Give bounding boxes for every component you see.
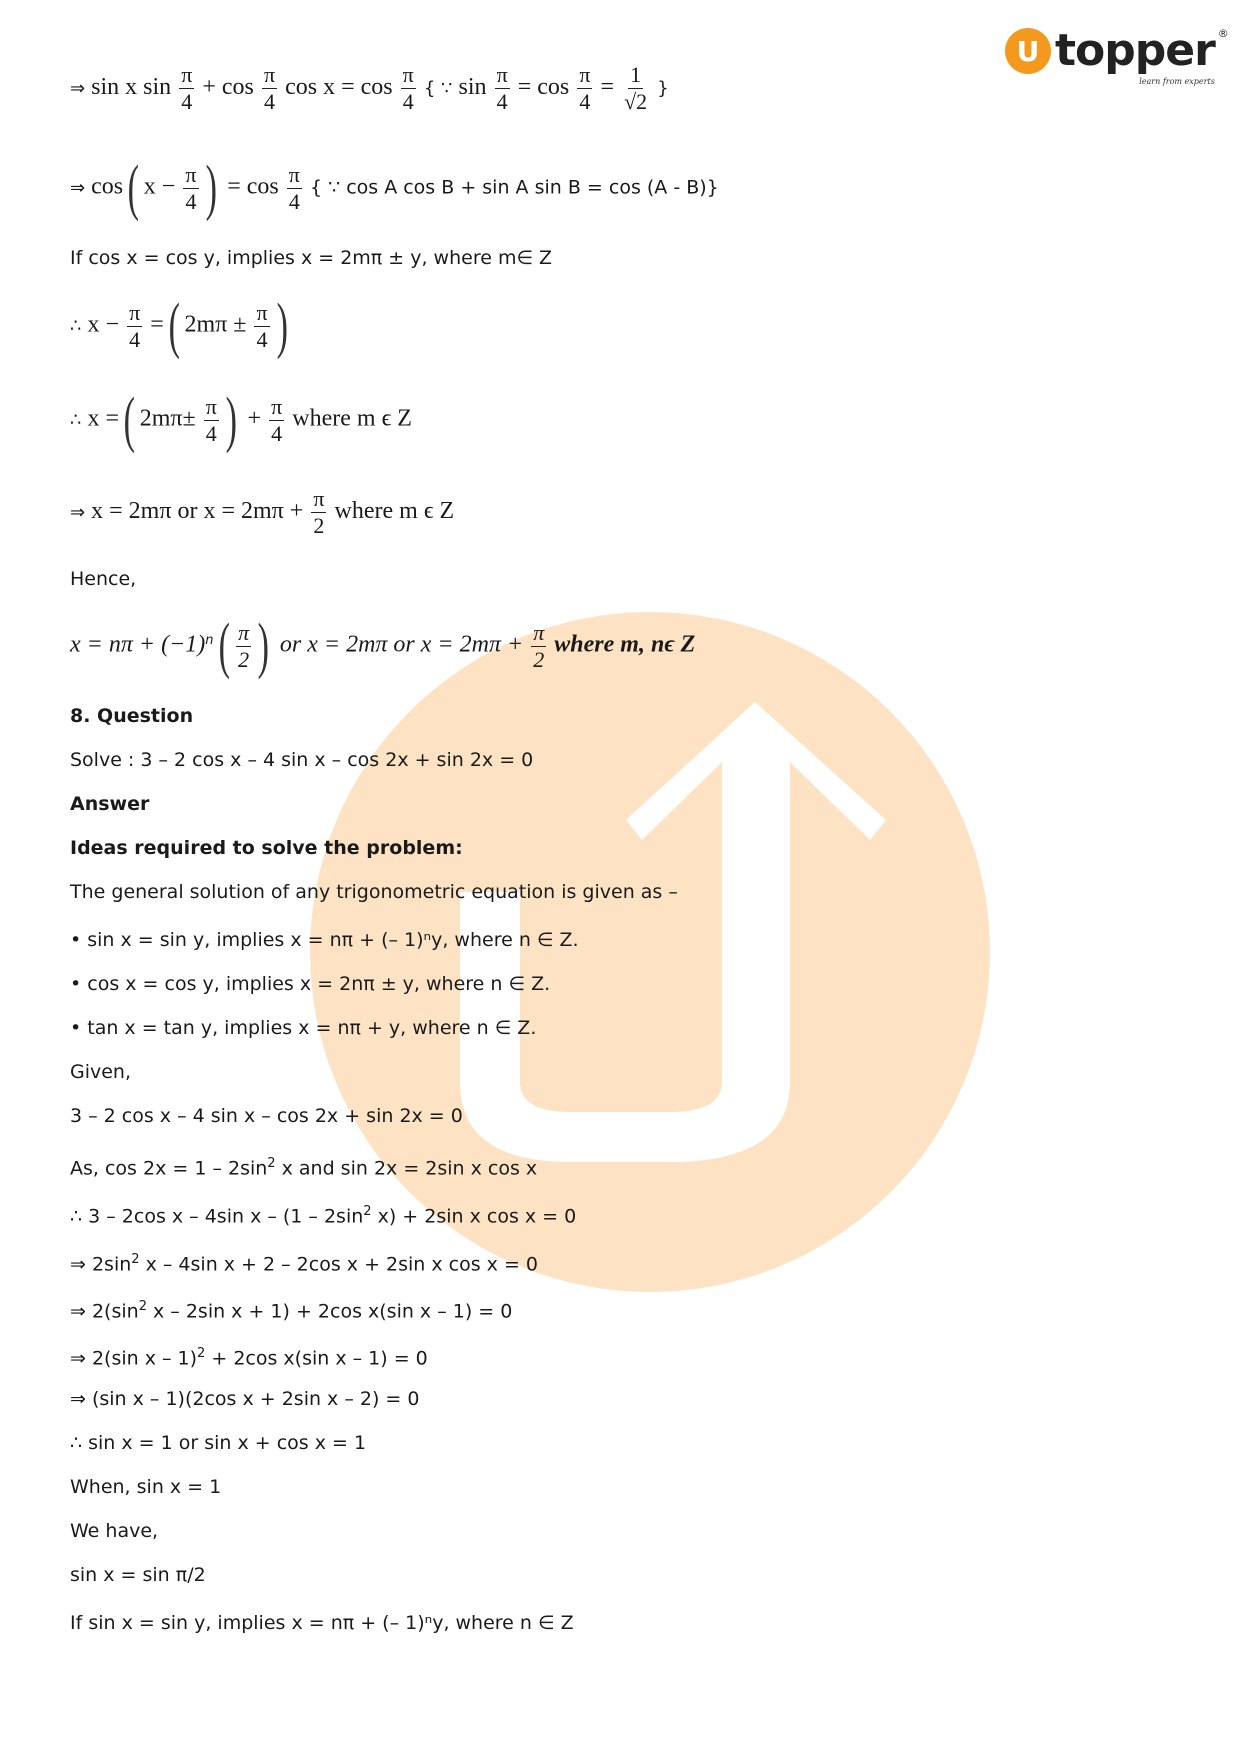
fraction: $\frac{\pi}{4}$: [579, 62, 591, 114]
fraction: $\frac{\pi}{4}$: [402, 62, 414, 114]
therefore-symbol: ∴: [70, 315, 82, 337]
equation-line-2: [70, 154, 719, 222]
fraction: $\frac{\pi}{2}$: [238, 619, 250, 672]
bullet-item: • sin x = sin y, implies x = nπ + (– 1)ⁿy, where n ∈ Z.: [70, 929, 579, 951]
text-line: ⇒ $2\sin^2$ x – 4sin x + 2 – 2cos x + 2sin x cos x = 0: [70, 1252, 538, 1276]
question-text: Solve : 3 – 2 cos x – 4 sin x – cos 2x + sin 2x = 0: [70, 749, 534, 771]
eq-text: cos: [91, 173, 124, 200]
answer-heading: Answer: [70, 793, 150, 815]
eq-text: 2mπ±: [139, 405, 196, 432]
text-line: sin x = sin π/2: [70, 1564, 206, 1586]
paren-open: (: [218, 612, 230, 680]
equation-line-4: [70, 292, 292, 360]
eq-text: where m ϵ Z: [334, 498, 455, 524]
logo-registered: ®: [1217, 27, 1229, 40]
question-heading: 8. Question: [70, 705, 194, 727]
eq-text: =: [600, 74, 615, 100]
fraction: $\frac{\pi}{4}$: [288, 161, 300, 214]
brace-close: }: [657, 78, 669, 99]
fraction: $\frac{\pi}{4}$: [271, 393, 283, 446]
eq-text: x −: [143, 173, 176, 200]
equation-line-5: [70, 386, 412, 454]
logo-badge-icon: U: [1005, 28, 1051, 74]
identity-note: { ∵ cos A cos B + sin A sin B = cos (A - B)}: [309, 176, 719, 199]
text-line: If cos x = cos y, implies x = 2mπ ± y, where m∈ Z: [70, 247, 553, 269]
equation-line-6: [70, 486, 454, 539]
logo-wordmark: topper: [1055, 25, 1215, 76]
eq-text: cos x = cos: [285, 74, 393, 100]
text-line: The general solution of any trigonometric equation is given as –: [70, 881, 678, 903]
text-line: ∴ sin x = 1 or sin x + cos x = 1: [70, 1432, 367, 1454]
eq-text: 2mπ ±: [184, 311, 247, 338]
eq-text: where m ϵ Z: [292, 405, 412, 432]
text-line: When, sin x = 1: [70, 1476, 222, 1498]
fraction: $\frac{\pi}{4}$: [205, 393, 217, 446]
eq-text: x −: [87, 311, 120, 338]
fraction: $\frac{\pi}{4}$: [256, 299, 268, 352]
text-line: ∴ 3 – 2cos x – 4sin x – ($1 - 2\sin^2$ x) + 2sin x cos x = 0: [70, 1204, 577, 1228]
fraction: $\frac{\pi}{4}$: [185, 161, 197, 214]
text-line: ⇒ 2(sin x – 1)$^2$ + 2cos x(sin x – 1) = 0: [70, 1346, 428, 1370]
implies-symbol: ⇒: [70, 78, 86, 99]
text-line: Given,: [70, 1061, 132, 1083]
eq-text: + cos: [202, 74, 254, 100]
eq-text: where m, nϵ Z: [554, 631, 696, 658]
equation-line-1: [70, 62, 669, 115]
implies-symbol: ⇒: [70, 177, 86, 199]
eq-text: sin x sin: [91, 74, 172, 100]
fraction: $\frac{\pi}{4}$: [181, 62, 193, 114]
eq-text: x =: [87, 405, 120, 432]
paren-open: (: [127, 154, 140, 222]
equation-line-7: [70, 612, 696, 680]
fraction: $\frac{\pi}{4}$: [263, 62, 276, 114]
implies-symbol: ⇒: [70, 502, 86, 523]
paren-close: ): [257, 612, 270, 680]
text-line: ⇒ (sin x – 1)(2cos x + 2sin x – 2) = 0: [70, 1388, 420, 1410]
text-line: As, $\cos 2x = 1 - 2\sin^2$ x and sin 2x = 2sin x cos x: [70, 1156, 538, 1180]
text-line: 3 – 2 cos x – 4 sin x – cos 2x + sin 2x = 0: [70, 1105, 463, 1127]
text-line: If sin x = sin y, implies x = nπ + (– 1)ⁿy, where n ∈ Z: [70, 1612, 574, 1634]
eq-text: =: [150, 311, 164, 338]
exponent: n: [205, 633, 214, 649]
paren-open: (: [123, 386, 136, 454]
eq-text: +: [247, 405, 262, 432]
bullet-item: • tan x = tan y, implies x = nπ + y, where n ∈ Z.: [70, 1017, 537, 1039]
topper-logo: [1005, 25, 1229, 86]
watermark-circle: [310, 612, 990, 1292]
fraction: $\frac{\pi}{4}$: [496, 62, 508, 114]
text-line: ⇒ $2(\sin^2$ x – 2sin x + 1) + 2cos x(sin x – 1) = 0: [70, 1299, 513, 1323]
eq-text: or x = 2mπ or x = 2mπ +: [279, 631, 524, 658]
paren-open: (: [168, 292, 180, 360]
text-line: We have,: [70, 1520, 159, 1542]
fraction: $\frac{\pi}{2}$: [533, 619, 545, 672]
ideas-heading: Ideas required to solve the problem:: [70, 837, 463, 859]
fraction: $\frac{\pi}{2}$: [313, 486, 325, 538]
fraction: $\frac{\pi}{4}$: [129, 299, 141, 352]
eq-text: x = nπ + (−1): [70, 631, 206, 658]
eq-text: = cos: [227, 173, 279, 200]
text-line: Hence,: [70, 568, 137, 590]
eq-text: sin: [458, 74, 487, 100]
paren-close: ): [225, 386, 237, 454]
paren-close: ): [205, 154, 217, 222]
because-brace: { ∵: [423, 78, 453, 99]
eq-text: = cos: [517, 74, 570, 100]
paren-close: ): [276, 292, 288, 360]
fraction: $\frac{1}{√2}$: [624, 62, 648, 114]
logo-tagline: learn from experts: [1139, 77, 1215, 86]
eq-text: x = 2mπ or x = 2mπ +: [91, 498, 304, 524]
bullet-item: • cos x = cos y, implies x = 2nπ ± y, where n ∈ Z.: [70, 973, 551, 995]
therefore-symbol: ∴: [70, 409, 82, 431]
